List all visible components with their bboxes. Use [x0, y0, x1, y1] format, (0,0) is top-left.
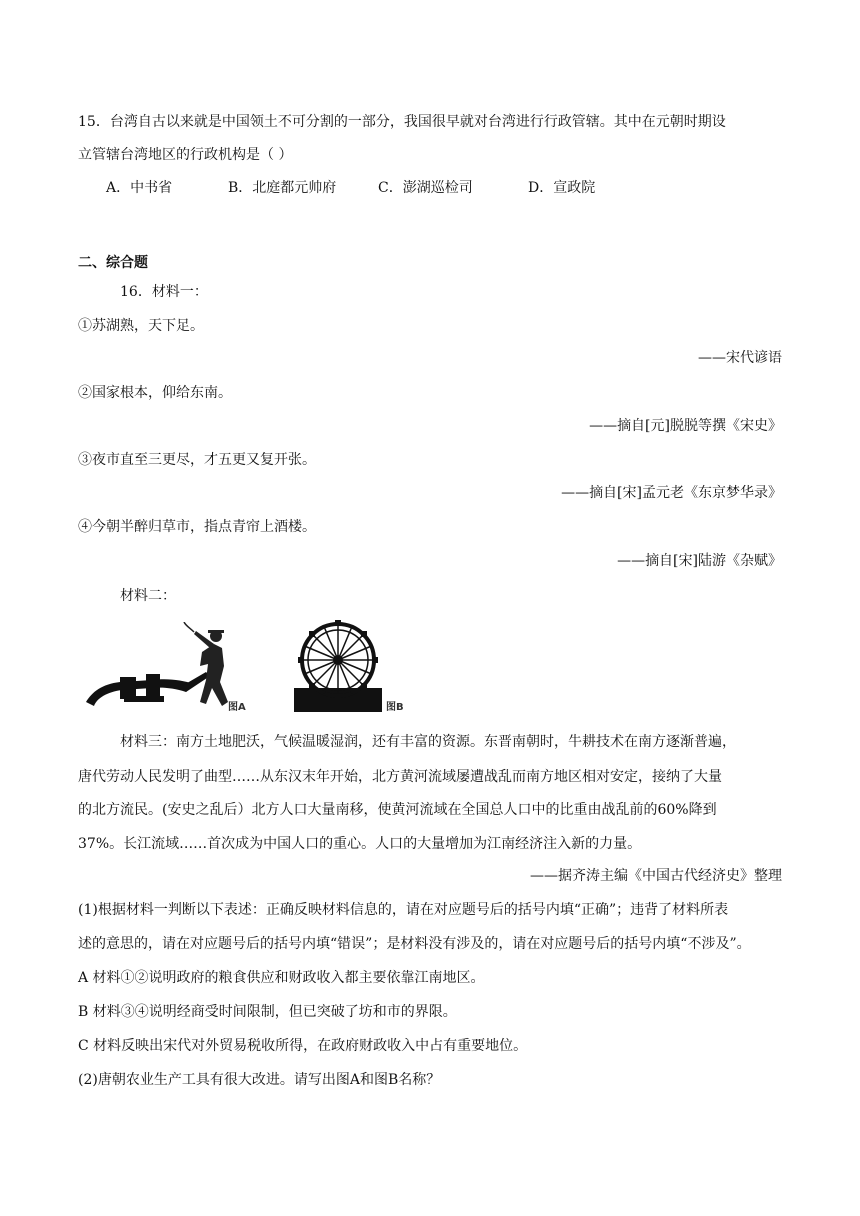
material1-source-1: ——宋代谚语 — [698, 350, 782, 366]
figure-b-waterwheel-image — [290, 618, 386, 714]
material3-line2: 唐代劳动人民发明了曲型……从东汉末年开始，北方黄河流域屡遭战乱而南方地区相对安定，接纳了大量 — [78, 769, 722, 785]
q16-intro: 16．材料一： — [120, 284, 208, 300]
material1-quote-1: ①苏湖熟，天下足。 — [78, 318, 204, 334]
material1-source-4: ——摘自[宋]陆游《杂赋》 — [617, 553, 782, 569]
material3-source: ——据齐涛主编《中国古代经济史》整理 — [530, 868, 782, 884]
material1-source-2: ——摘自[元]脱脱等撰《宋史》 — [589, 418, 782, 434]
q15-line1: 15．台湾自古以来就是中国领土不可分割的一部分，我国很早就对台湾进行行政管辖。其中在元朝时期设 — [78, 114, 726, 130]
statement-b: B 材料③④说明经商受时间限制，但已突破了坊和市的界限。 — [78, 1004, 457, 1020]
subquestion2: (2)唐朝农业生产工具有很大改进。请写出图A和图B名称？ — [78, 1072, 441, 1088]
q15-option-c[interactable]: C．澎湖巡检司 — [378, 180, 473, 196]
section-title: 二、综合题 — [78, 255, 148, 271]
material1-quote-3: ③夜市直至三更尽，才五更又复开张。 — [78, 452, 316, 468]
statement-a: A 材料①②说明政府的粮食供应和财政收入都主要依靠江南地区。 — [78, 970, 485, 986]
material3-line1: 材料三：南方土地肥沃，气候温暖湿润，还有丰富的资源。东晋南朝时，牛耕技术在南方逐渐普遍， — [120, 734, 736, 750]
q15-line2: 立管辖台湾地区的行政机构是（ ） — [78, 147, 293, 163]
q15-option-d[interactable]: D．宣政院 — [528, 180, 596, 196]
material1-quote-2: ②国家根本，仰给东南。 — [78, 385, 232, 401]
q15-option-a[interactable]: A．中书省 — [106, 180, 173, 196]
material1-source-3: ——摘自[宋]孟元老《东京梦华录》 — [561, 485, 782, 501]
subquestion1-line1: (1)根据材料一判断以下表述：正确反映材料信息的，请在对应题号后的括号内填“正确”；违背了材料所表 — [78, 902, 729, 918]
q15-option-b[interactable]: B．北庭都元帅府 — [228, 180, 337, 196]
figure-a-caption: 图A — [228, 702, 246, 713]
material1-quote-4: ④今朝半醉归草市，指点青帘上酒楼。 — [78, 519, 316, 535]
material3-line3: 的北方流民。(安史之乱后）北方人口大量南移，使黄河流域在全国总人口中的比重由战乱前的60%降到 — [78, 802, 717, 818]
subquestion1-line2: 述的意思的，请在对应题号后的括号内填“错误”；是材料没有涉及的，请在对应题号后的括号内填“不涉及”。 — [78, 936, 751, 952]
statement-c: C 材料反映出宋代对外贸易税收所得，在政府财政收入中占有重要地位。 — [78, 1038, 528, 1054]
material2-label: 材料二： — [120, 588, 176, 604]
figure-b-caption: 图B — [386, 702, 404, 713]
material3-line4: 37%。长江流域……首次成为中国人口的重心。人口的大量增加为江南经济注入新的力量。 — [78, 836, 642, 852]
